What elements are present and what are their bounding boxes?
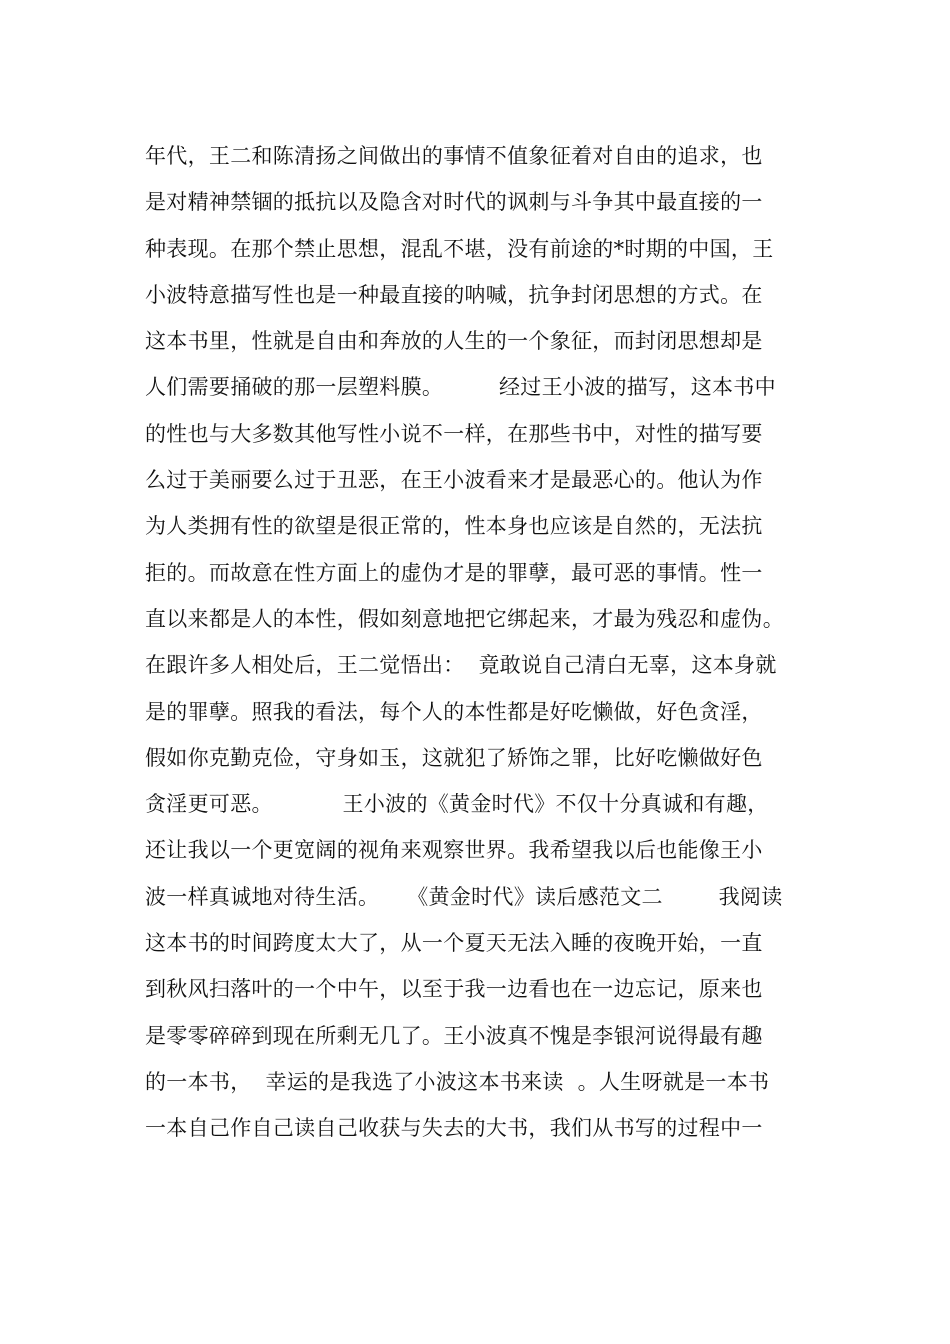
text-line: 种表现。在那个禁止思想，混乱不堪，没有前途的*时期的中国，王: [145, 236, 774, 261]
text-line: 为人类拥有性的欲望是很正常的，性本身也应该是自然的，无法抗: [145, 514, 763, 539]
text-line: 小波特意描写性也是一种最直接的呐喊，抗争封闭思想的方式。在: [145, 282, 763, 307]
body-text: [145, 133, 835, 1152]
text-line: 的一本书， 幸运的是我选了小波这本书来读 。人生呀就是一本书: [145, 1069, 770, 1094]
text-line: 一本自己作自己读自己收获与失去的大书，我们从书写的过程中一: [145, 1116, 763, 1141]
text-line: 是的罪孽。照我的看法，每个人的本性都是好吃懒做，好色贪淫，: [145, 699, 763, 724]
text-line: 贪淫更可恶。 王小波的《黄金时代》不仅十分真诚和有趣，: [145, 792, 769, 817]
text-line: 么过于美丽要么过于丑恶，在王小波看来才是最恶心的。他认为作: [145, 468, 763, 493]
text-line: 到秋风扫落叶的一个中午，以至于我一边看也在一边忘记，原来也: [145, 977, 763, 1002]
text-line: 拒的。而故意在性方面上的虚伪才是的罪孽，最可恶的事情。性一: [145, 560, 763, 585]
text-line: 波一样真诚地对待生活。 《黄金时代》读后感范文二 我阅读: [145, 884, 783, 909]
text-line: 直以来都是人的本性，假如刻意地把它绑起来，才最为残忍和虚伪。: [145, 606, 784, 631]
text-line: 是零零碎碎到现在所剩无几了。王小波真不愧是李银河说得最有趣: [145, 1023, 763, 1048]
text-line: 人们需要捅破的那一层塑料膜。 经过王小波的描写，这本书中: [145, 375, 776, 400]
text-line: 这本书里，性就是自由和奔放的人生的一个象征，而封闭思想却是: [145, 329, 763, 354]
text-line: 的性也与大多数其他写性小说不一样，在那些书中，对性的描写要: [145, 421, 763, 446]
text-line: 还让我以一个更宽阔的视角来观察世界。我希望我以后也能像王小: [145, 838, 763, 863]
text-line: 假如你克勤克俭，守身如玉，这就犯了矫饰之罪，比好吃懒做好色: [145, 745, 763, 770]
text-line: 这本书的时间跨度太大了，从一个夏天无法入睡的夜晚开始，一直: [145, 931, 763, 956]
text-line: 在跟许多人相处后，王二觉悟出： 竟敢说自己清白无辜，这本身就: [145, 653, 777, 678]
text-line: 年代，王二和陈清扬之间做出的事情不值象征着对自由的追求，也: [145, 144, 763, 168]
text-line: 是对精神禁锢的抵抗以及隐含对时代的讽刺与斗争其中最直接的一: [145, 190, 763, 215]
